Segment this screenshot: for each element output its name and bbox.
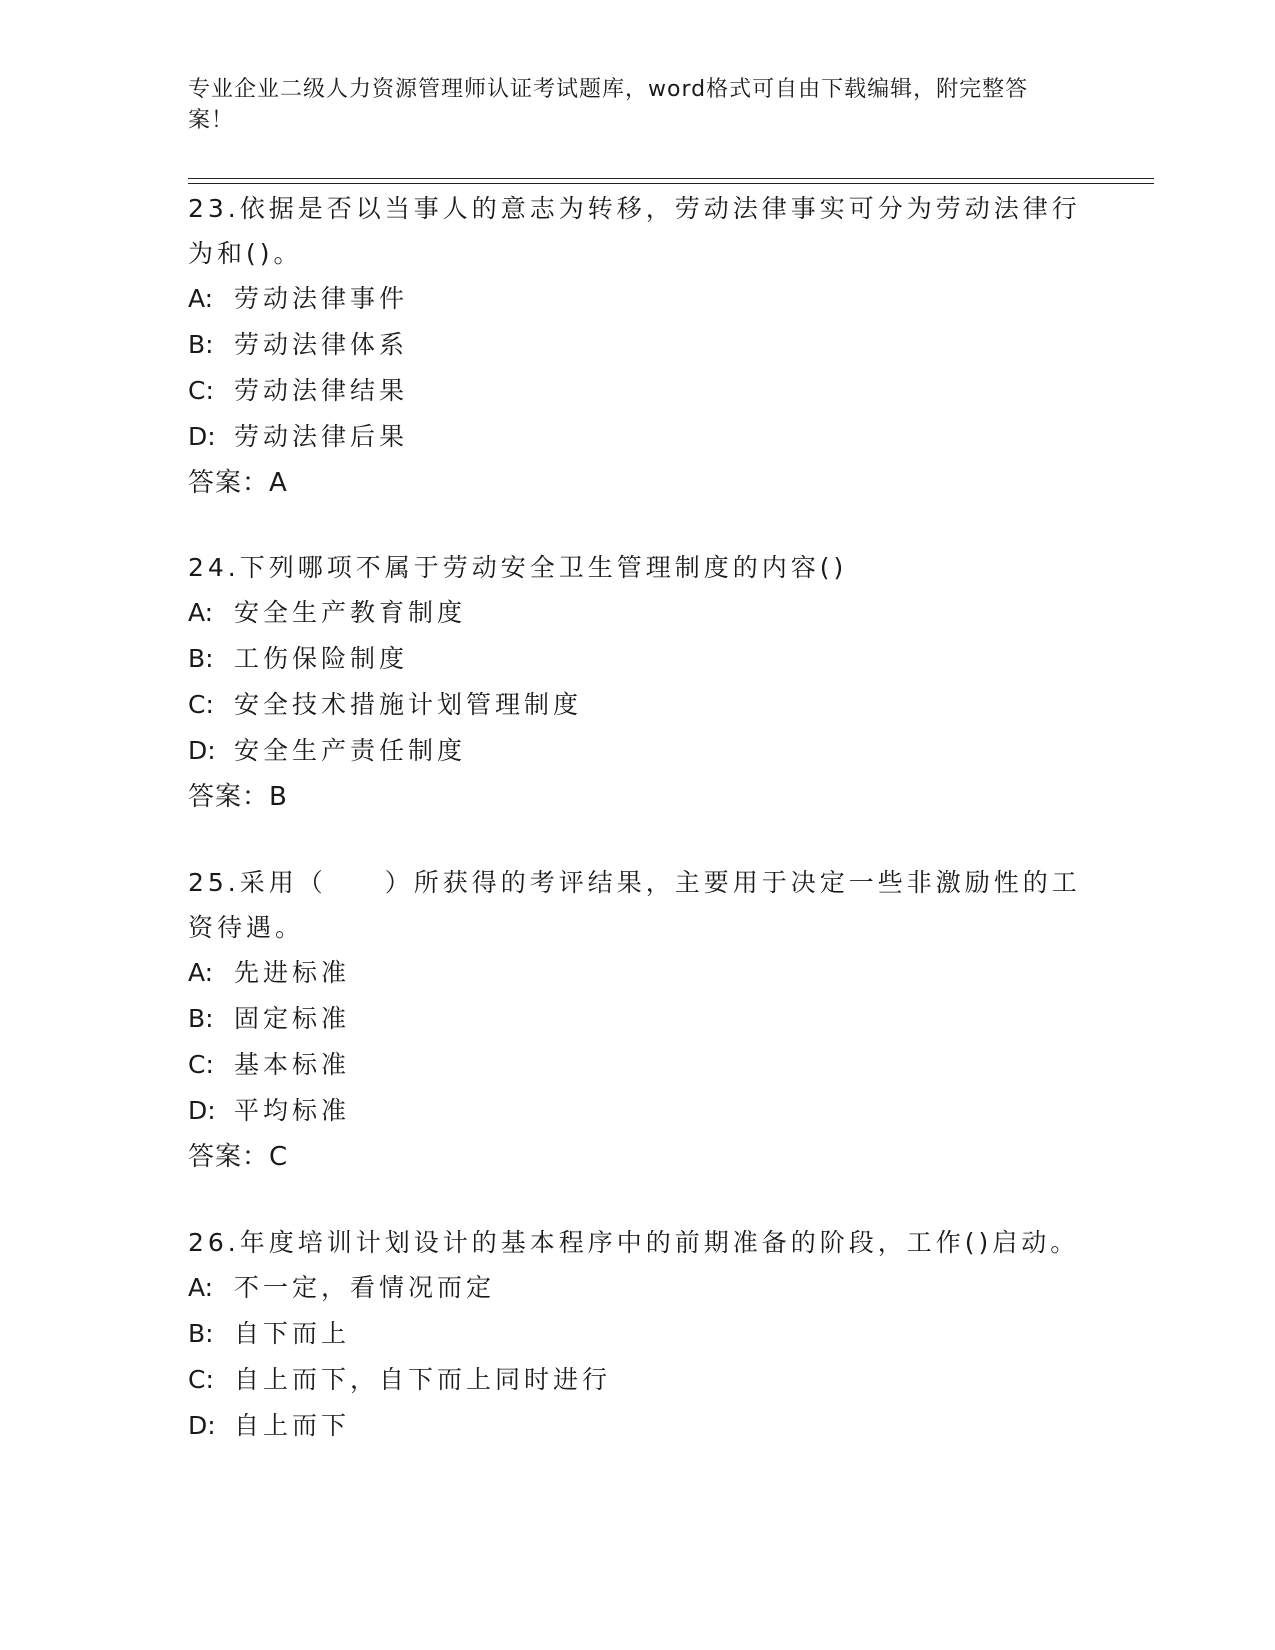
option-d [188, 1403, 1088, 1449]
option-a [188, 590, 1088, 636]
option-key: D: [188, 736, 216, 765]
option-key: A: [188, 598, 214, 627]
question-stem: 25.采用（ ）所获得的考评结果，主要用于决定一些非激励性的工资待遇。 [188, 868, 1081, 942]
option-text: 基本标准 [234, 1050, 351, 1079]
option-text: 劳动法律结果 [234, 376, 409, 405]
answer-line: 答案：B [188, 782, 288, 812]
answer-line: 答案：A [188, 468, 288, 498]
option-key: C: [188, 1365, 214, 1394]
option-text: 自上而下，自下而上同时进行 [234, 1365, 612, 1394]
option-key: B: [188, 330, 214, 359]
option-d [188, 414, 1088, 460]
option-text: 固定标准 [234, 1004, 351, 1033]
option-key: B: [188, 644, 214, 673]
option-text: 劳动法律体系 [234, 330, 409, 359]
option-key: C: [188, 1050, 214, 1079]
option-a [188, 950, 1088, 996]
option-key: C: [188, 376, 214, 405]
header-divider [188, 178, 1154, 179]
option-text: 安全生产教育制度 [234, 598, 467, 627]
option-text: 安全技术措施计划管理制度 [234, 690, 583, 719]
answer-line: 答案：C [188, 1142, 289, 1172]
option-c [188, 1357, 1088, 1403]
question-stem: 24.下列哪项不属于劳动安全卫生管理制度的内容() [188, 553, 848, 582]
option-d [188, 1088, 1088, 1134]
option-text: 安全生产责任制度 [234, 736, 467, 765]
option-key: D: [188, 422, 216, 451]
option-key: D: [188, 1096, 216, 1125]
document-header: 专业企业二级人力资源管理师认证考试题库，word格式可自由下载编辑，附完整答案！ [188, 77, 1029, 133]
option-a [188, 1265, 1088, 1311]
option-text: 自下而上 [234, 1319, 351, 1348]
question-24 [188, 545, 1088, 820]
question-26 [188, 1220, 1088, 1449]
question-stem: 26.年度培训计划设计的基本程序中的前期准备的阶段，工作()启动。 [188, 1228, 1080, 1257]
option-c [188, 682, 1088, 728]
option-b [188, 322, 1088, 368]
option-b [188, 1311, 1088, 1357]
option-key: D: [188, 1411, 216, 1440]
question-25 [188, 860, 1088, 1180]
option-key: B: [188, 1004, 214, 1033]
option-key: B: [188, 1319, 214, 1348]
option-key: A: [188, 1273, 214, 1302]
option-b [188, 996, 1088, 1042]
header-divider-double [188, 183, 1154, 184]
option-a [188, 276, 1088, 322]
option-text: 先进标准 [234, 958, 351, 987]
question-stem: 23.依据是否以当事人的意志为转移，劳动法律事实可分为劳动法律行为和()。 [188, 194, 1081, 268]
option-text: 不一定，看情况而定 [234, 1273, 496, 1302]
option-text: 劳动法律事件 [234, 284, 409, 313]
option-text: 工伤保险制度 [234, 644, 409, 673]
option-text: 自上而下 [234, 1411, 351, 1440]
option-key: A: [188, 284, 214, 313]
option-d [188, 728, 1088, 774]
option-key: C: [188, 690, 214, 719]
option-text: 平均标准 [234, 1096, 351, 1125]
option-b [188, 636, 1088, 682]
option-key: A: [188, 958, 214, 987]
option-text: 劳动法律后果 [234, 422, 409, 451]
option-c [188, 368, 1088, 414]
option-c [188, 1042, 1088, 1088]
question-23 [188, 186, 1088, 506]
